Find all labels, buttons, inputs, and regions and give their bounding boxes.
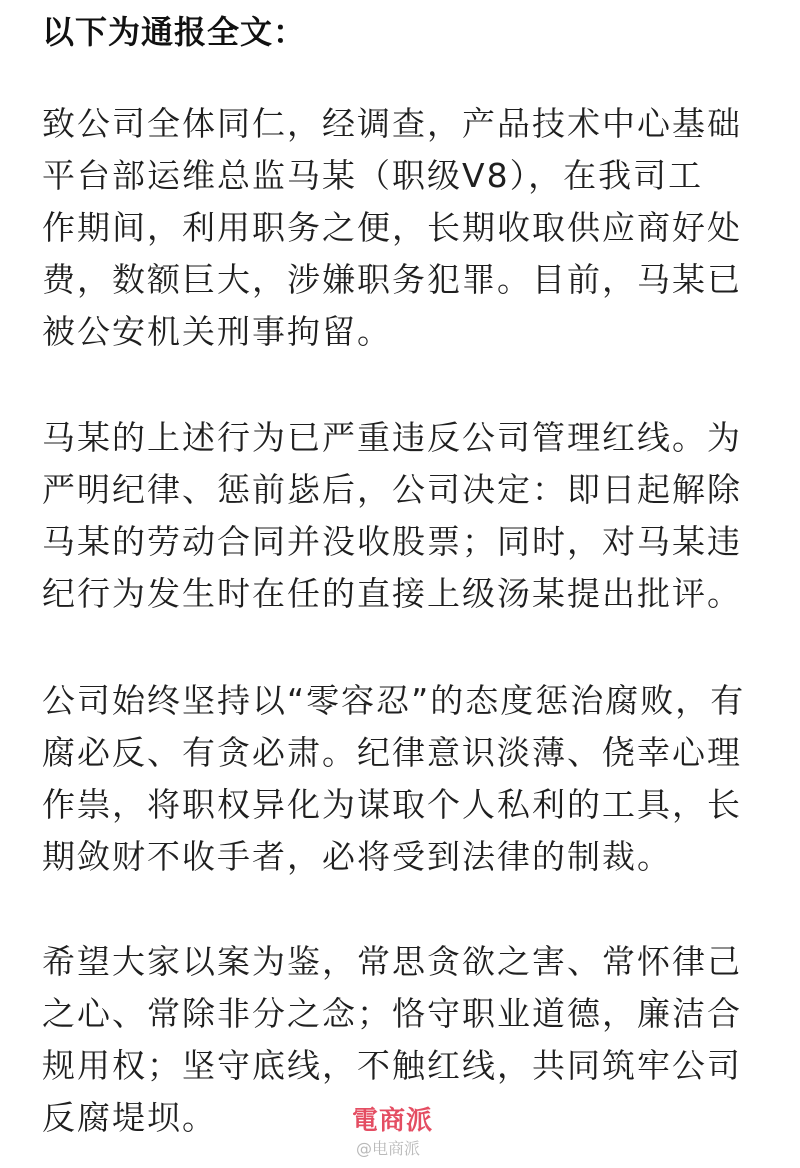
paragraph-3-line-4: 期敛财不收手者，必将受到法律的制裁。 — [42, 837, 672, 876]
watermark-handle: @电商派 — [356, 1139, 421, 1158]
paragraph-4-line-1: 希望大家以案为鉴，常思贪欲之害、常怀律己 — [42, 942, 742, 981]
paragraph-2-line-4: 纪行为发生时在任的直接上级汤某提出批评。 — [42, 574, 742, 613]
watermark-logo: 電商派 — [352, 1106, 434, 1136]
paragraph-3-line-3: 作祟，将职权异化为谋取个人私利的工具，长 — [42, 785, 742, 824]
paragraph-4-line-2: 之心、常除非分之念；恪守职业道德，廉洁合 — [42, 994, 742, 1033]
paragraph-1-line-5: 被公安机关刑事拘留。 — [42, 312, 392, 351]
paragraph-2-line-1: 马某的上述行为已严重违反公司管理红线。为 — [42, 418, 742, 457]
paragraph-1-line-4: 费，数额巨大，涉嫌职务犯罪。目前，马某已 — [42, 260, 742, 299]
watermark — [352, 1105, 492, 1165]
paragraph-1-line-1: 致公司全体同仁，经调查，产品技术中心基础 — [42, 104, 742, 143]
paragraph-3-line-1: 公司始终坚持以“零容忍”的态度惩治腐败，有 — [42, 681, 746, 720]
paragraph-1-line-3: 作期间，利用职务之便，长期收取供应商好处 — [42, 208, 742, 247]
paragraph-4-line-3: 规用权；坚守底线，不触红线，共同筑牢公司 — [42, 1046, 742, 1085]
paragraph-3-line-2: 腐必反、有贪必肃。纪律意识淡薄、侥幸心理 — [42, 733, 742, 772]
paragraph-4-line-4: 反腐堤坝。 — [42, 1098, 217, 1137]
paragraph-2-line-2: 严明纪律、惩前毖后，公司决定：即日起解除 — [42, 470, 742, 509]
announcement-heading: 以下为通报全文： — [42, 13, 307, 51]
paragraph-1-line-2: 平台部运维总监马某（职级V8），在我司工 — [42, 156, 704, 195]
paragraph-2-line-3: 马某的劳动合同并没收股票；同时，对马某违 — [42, 522, 742, 561]
